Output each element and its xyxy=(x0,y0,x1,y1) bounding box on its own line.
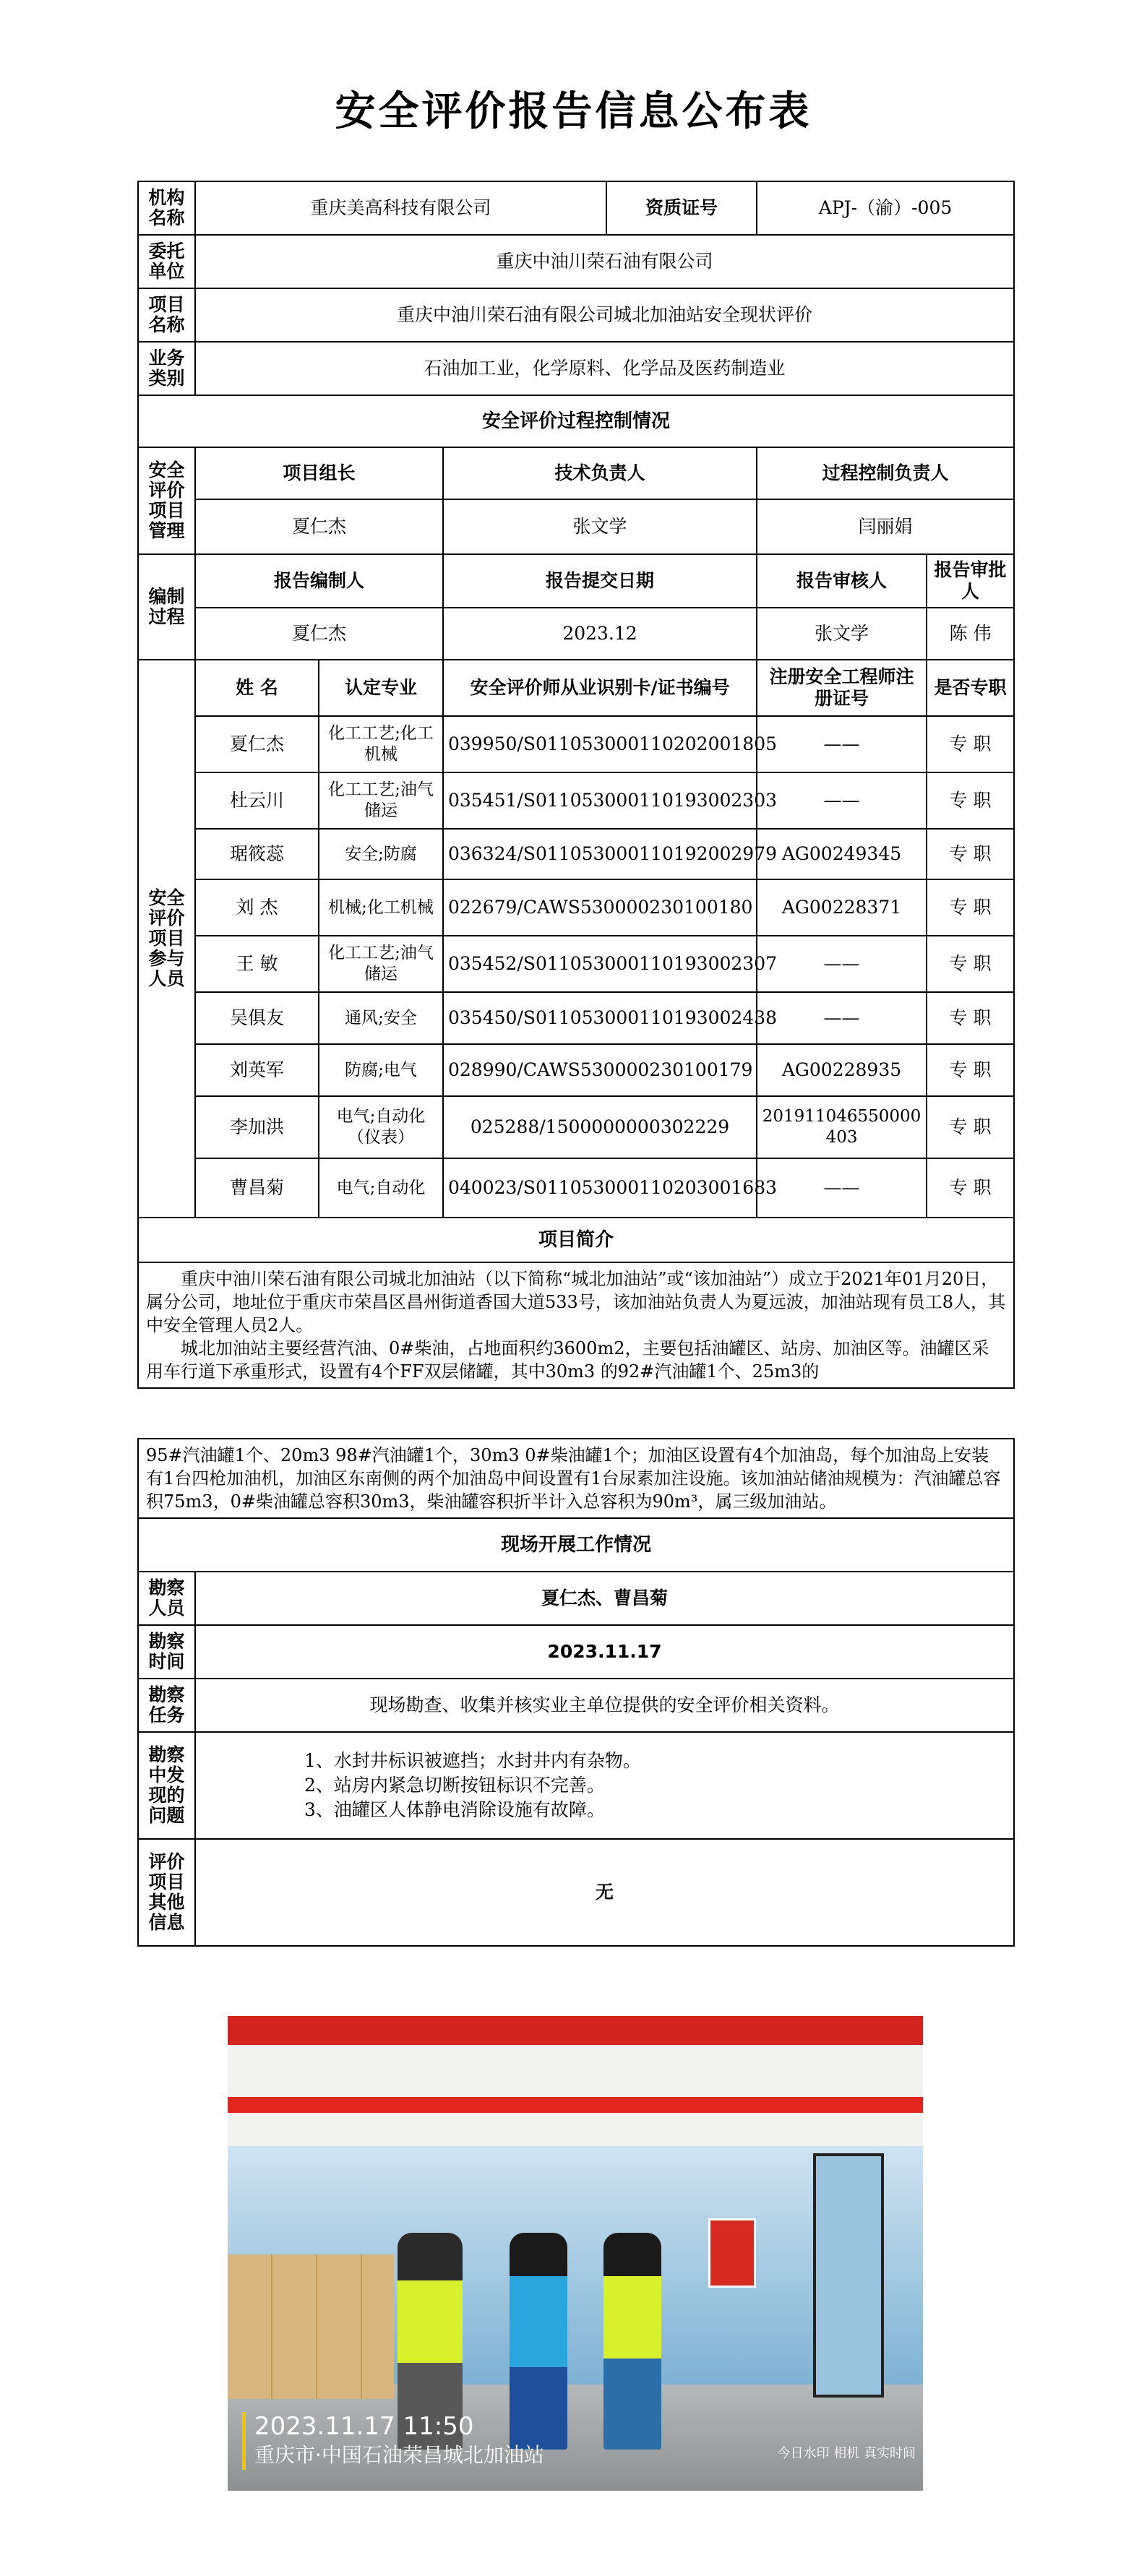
site-other-value: 无 xyxy=(195,1839,1014,1946)
intro-paragraph-1: 重庆中油川荣石油有限公司城北加油站（以下简称“城北加油站”或“该加油站”）成立于2021年01月20日，属分公司，地址位于重庆市荣昌区昌州街道香国大道533号，该加油站负责人为夏远波，加油站现有员工8人，其中安全管理人员2人。 xyxy=(146,1269,1006,1335)
person-reg: —— xyxy=(757,716,927,772)
photo-watermark: 今日水印 相机 真实时间 xyxy=(777,2446,916,2461)
person-major: 安全;防腐 xyxy=(319,829,443,879)
person-name: 李加洪 xyxy=(195,1096,319,1158)
person-major: 防腐;电气 xyxy=(319,1044,443,1096)
person-reg: AG00228371 xyxy=(757,879,927,936)
personnel-label: 安全评价项目参与人员 xyxy=(138,660,195,1218)
photo-place: 重庆市·中国石油荣昌城北加油站 xyxy=(254,2443,544,2467)
header-card: 安全评价师从业识别卡/证书编号 xyxy=(443,660,757,716)
person-major: 化工工艺;化工机械 xyxy=(319,716,443,772)
process-section-title: 安全评价过程控制情况 xyxy=(138,395,1014,447)
person-reg: 201911046550000403 xyxy=(757,1096,927,1158)
table-row xyxy=(138,992,1014,1044)
org-value: 重庆美高科技有限公司 xyxy=(195,181,606,235)
tech-label: 技术负责人 xyxy=(443,447,757,499)
table-row xyxy=(138,716,1014,772)
editor-value: 夏仁杰 xyxy=(195,608,443,660)
person-fulltime: 专 职 xyxy=(927,716,1014,772)
person-fulltime: 专 职 xyxy=(927,1096,1014,1158)
reviewer-label: 报告审核人 xyxy=(757,554,927,608)
issue-item: 2、站房内紧急切断按钮标识不完善。 xyxy=(304,1775,605,1796)
compile-label: 编制过程 xyxy=(138,554,195,660)
business-label: 业务类别 xyxy=(138,342,195,395)
site-other-label: 评价项目其他信息 xyxy=(138,1839,195,1946)
person-reg: —— xyxy=(757,992,927,1044)
reviewer-value: 张文学 xyxy=(757,608,927,660)
leader-value: 夏仁杰 xyxy=(195,499,443,554)
intro-section-title: 项目简介 xyxy=(138,1218,1014,1262)
site-task-label: 勘察任务 xyxy=(138,1679,195,1732)
project-value: 重庆中油川荣石油有限公司城北加油站安全现状评价 xyxy=(195,288,1014,342)
site-inspection-photo xyxy=(228,2016,923,2491)
control-label: 过程控制负责人 xyxy=(757,447,1014,499)
photo-timestamp xyxy=(242,2412,544,2470)
person-name: 王 敏 xyxy=(195,936,319,992)
person-major: 电气;自动化（仪表） xyxy=(319,1096,443,1158)
site-staff-value: 夏仁杰、曹昌菊 xyxy=(195,1572,1014,1625)
client-label: 委托单位 xyxy=(138,235,195,288)
person-name: 曹昌菊 xyxy=(195,1158,319,1218)
person-name: 吴俱友 xyxy=(195,992,319,1044)
person-fulltime: 专 职 xyxy=(927,936,1014,992)
person-name: 琚筱蕊 xyxy=(195,829,319,879)
intro-paragraph-2: 城北加油站主要经营汽油、0#柴油，占地面积约3600m2，主要包括油罐区、站房、加油区等。油罐区采用车行道下承重形式，设置有4个FF双层储罐，其中30m3 的92#汽油罐1个、25m3的 xyxy=(146,1338,989,1382)
page-title: 安全评价报告信息公布表 xyxy=(335,88,812,135)
header-fulltime: 是否专职 xyxy=(927,660,1014,716)
photo-time: 2023.11.17 11:50 xyxy=(254,2412,474,2441)
person-major: 化工工艺;油气储运 xyxy=(319,936,443,992)
site-time-value: 2023.11.17 xyxy=(195,1625,1014,1679)
mgmt-label: 安全评价项目管理 xyxy=(138,447,195,554)
site-section-title: 现场开展工作情况 xyxy=(138,1518,1014,1572)
editor-label: 报告编制人 xyxy=(195,554,443,608)
person-major: 化工工艺;油气储运 xyxy=(319,772,443,829)
approver-value: 陈 伟 xyxy=(927,608,1014,660)
leader-label: 项目组长 xyxy=(195,447,443,499)
table-row xyxy=(138,1158,1014,1218)
control-value: 闫丽娟 xyxy=(757,499,1014,554)
header-major: 认定专业 xyxy=(319,660,443,716)
table-row xyxy=(138,1096,1014,1158)
person-card: 035450/S011053000110193002438 xyxy=(443,992,757,1044)
site-staff-label: 勘察人员 xyxy=(138,1572,195,1625)
person-card: 036324/S011053000110192002979 xyxy=(443,829,757,879)
info-table-part2 xyxy=(137,1438,1015,1947)
person-reg: AG00249345 xyxy=(757,829,927,879)
person-card: 039950/S011053000110202001805 xyxy=(443,716,757,772)
person-major: 通风;安全 xyxy=(319,992,443,1044)
client-value: 重庆中油川荣石油有限公司 xyxy=(195,235,1014,288)
header-reg: 注册安全工程师注册证号 xyxy=(757,660,927,716)
person-card: 028990/CAWS530000230100179 xyxy=(443,1044,757,1096)
person-fulltime: 专 职 xyxy=(927,1044,1014,1096)
person-reg: AG00228935 xyxy=(757,1044,927,1096)
cert-label: 资质证号 xyxy=(606,181,757,235)
intro-text-part1 xyxy=(138,1262,1014,1388)
person-card: 035451/S011053000110193002303 xyxy=(443,772,757,829)
cert-value: APJ-（渝）-005 xyxy=(757,181,1014,235)
intro-paragraph-3: 95#汽油罐1个、20m3 98#汽油罐1个，30m3 0#柴油罐1个；加油区设置有4个加油岛，每个加油岛上安装有1台四枪加油机，加油区东南侧的两个加油岛中间设置有1台尿素加注设施。该加油站储油规模为：汽油罐总容积75m3，0#柴油罐总容积30m3，柴油罐容积折半计入总容积为90m³，属三级加油站。 xyxy=(146,1445,1001,1512)
site-issues-list xyxy=(195,1732,1014,1839)
person-card: 040023/S011053000110203001683 xyxy=(443,1158,757,1218)
info-table-part1 xyxy=(137,181,1015,1389)
issue-item: 1、水封井标识被遮挡；水封井内有杂物。 xyxy=(304,1750,641,1771)
intro-text-part2 xyxy=(138,1439,1014,1518)
table-row xyxy=(138,1044,1014,1096)
person-fulltime: 专 职 xyxy=(927,829,1014,879)
person-reg: —— xyxy=(757,772,927,829)
date-value: 2023.12 xyxy=(443,608,757,660)
person-major: 电气;自动化 xyxy=(319,1158,443,1218)
project-label: 项目名称 xyxy=(138,288,195,342)
person-card: 022679/CAWS530000230100180 xyxy=(443,879,757,936)
person-card: 035452/S011053000110193002307 xyxy=(443,936,757,992)
org-label: 机构名称 xyxy=(138,181,195,235)
person-reg: —— xyxy=(757,936,927,992)
person-fulltime: 专 职 xyxy=(927,1158,1014,1218)
site-task-value: 现场勘查、收集并核实业主单位提供的安全评价相关资料。 xyxy=(195,1679,1014,1732)
table-row xyxy=(138,879,1014,936)
table-row xyxy=(138,772,1014,829)
approver-label: 报告审批人 xyxy=(927,554,1014,608)
date-label: 报告提交日期 xyxy=(443,554,757,608)
tech-value: 张文学 xyxy=(443,499,757,554)
person-name: 刘 杰 xyxy=(195,879,319,936)
site-time-label: 勘察时间 xyxy=(138,1625,195,1679)
person-fulltime: 专 职 xyxy=(927,879,1014,936)
business-value: 石油加工业，化学原料、化学品及医药制造业 xyxy=(195,342,1014,395)
table-row xyxy=(138,829,1014,879)
issue-item: 3、油罐区人体静电消除设施有故障。 xyxy=(304,1799,605,1820)
person-name: 刘英军 xyxy=(195,1044,319,1096)
person-figure xyxy=(603,2233,661,2450)
person-major: 机械;化工机械 xyxy=(319,879,443,936)
person-name: 夏仁杰 xyxy=(195,716,319,772)
person-reg: —— xyxy=(757,1158,927,1218)
table-row xyxy=(138,936,1014,992)
person-name: 杜云川 xyxy=(195,772,319,829)
header-name: 姓 名 xyxy=(195,660,319,716)
person-card: 025288/1500000000302229 xyxy=(443,1096,757,1158)
person-fulltime: 专 职 xyxy=(927,992,1014,1044)
person-fulltime: 专 职 xyxy=(927,772,1014,829)
site-issues-label: 勘察中发现的问题 xyxy=(138,1732,195,1839)
